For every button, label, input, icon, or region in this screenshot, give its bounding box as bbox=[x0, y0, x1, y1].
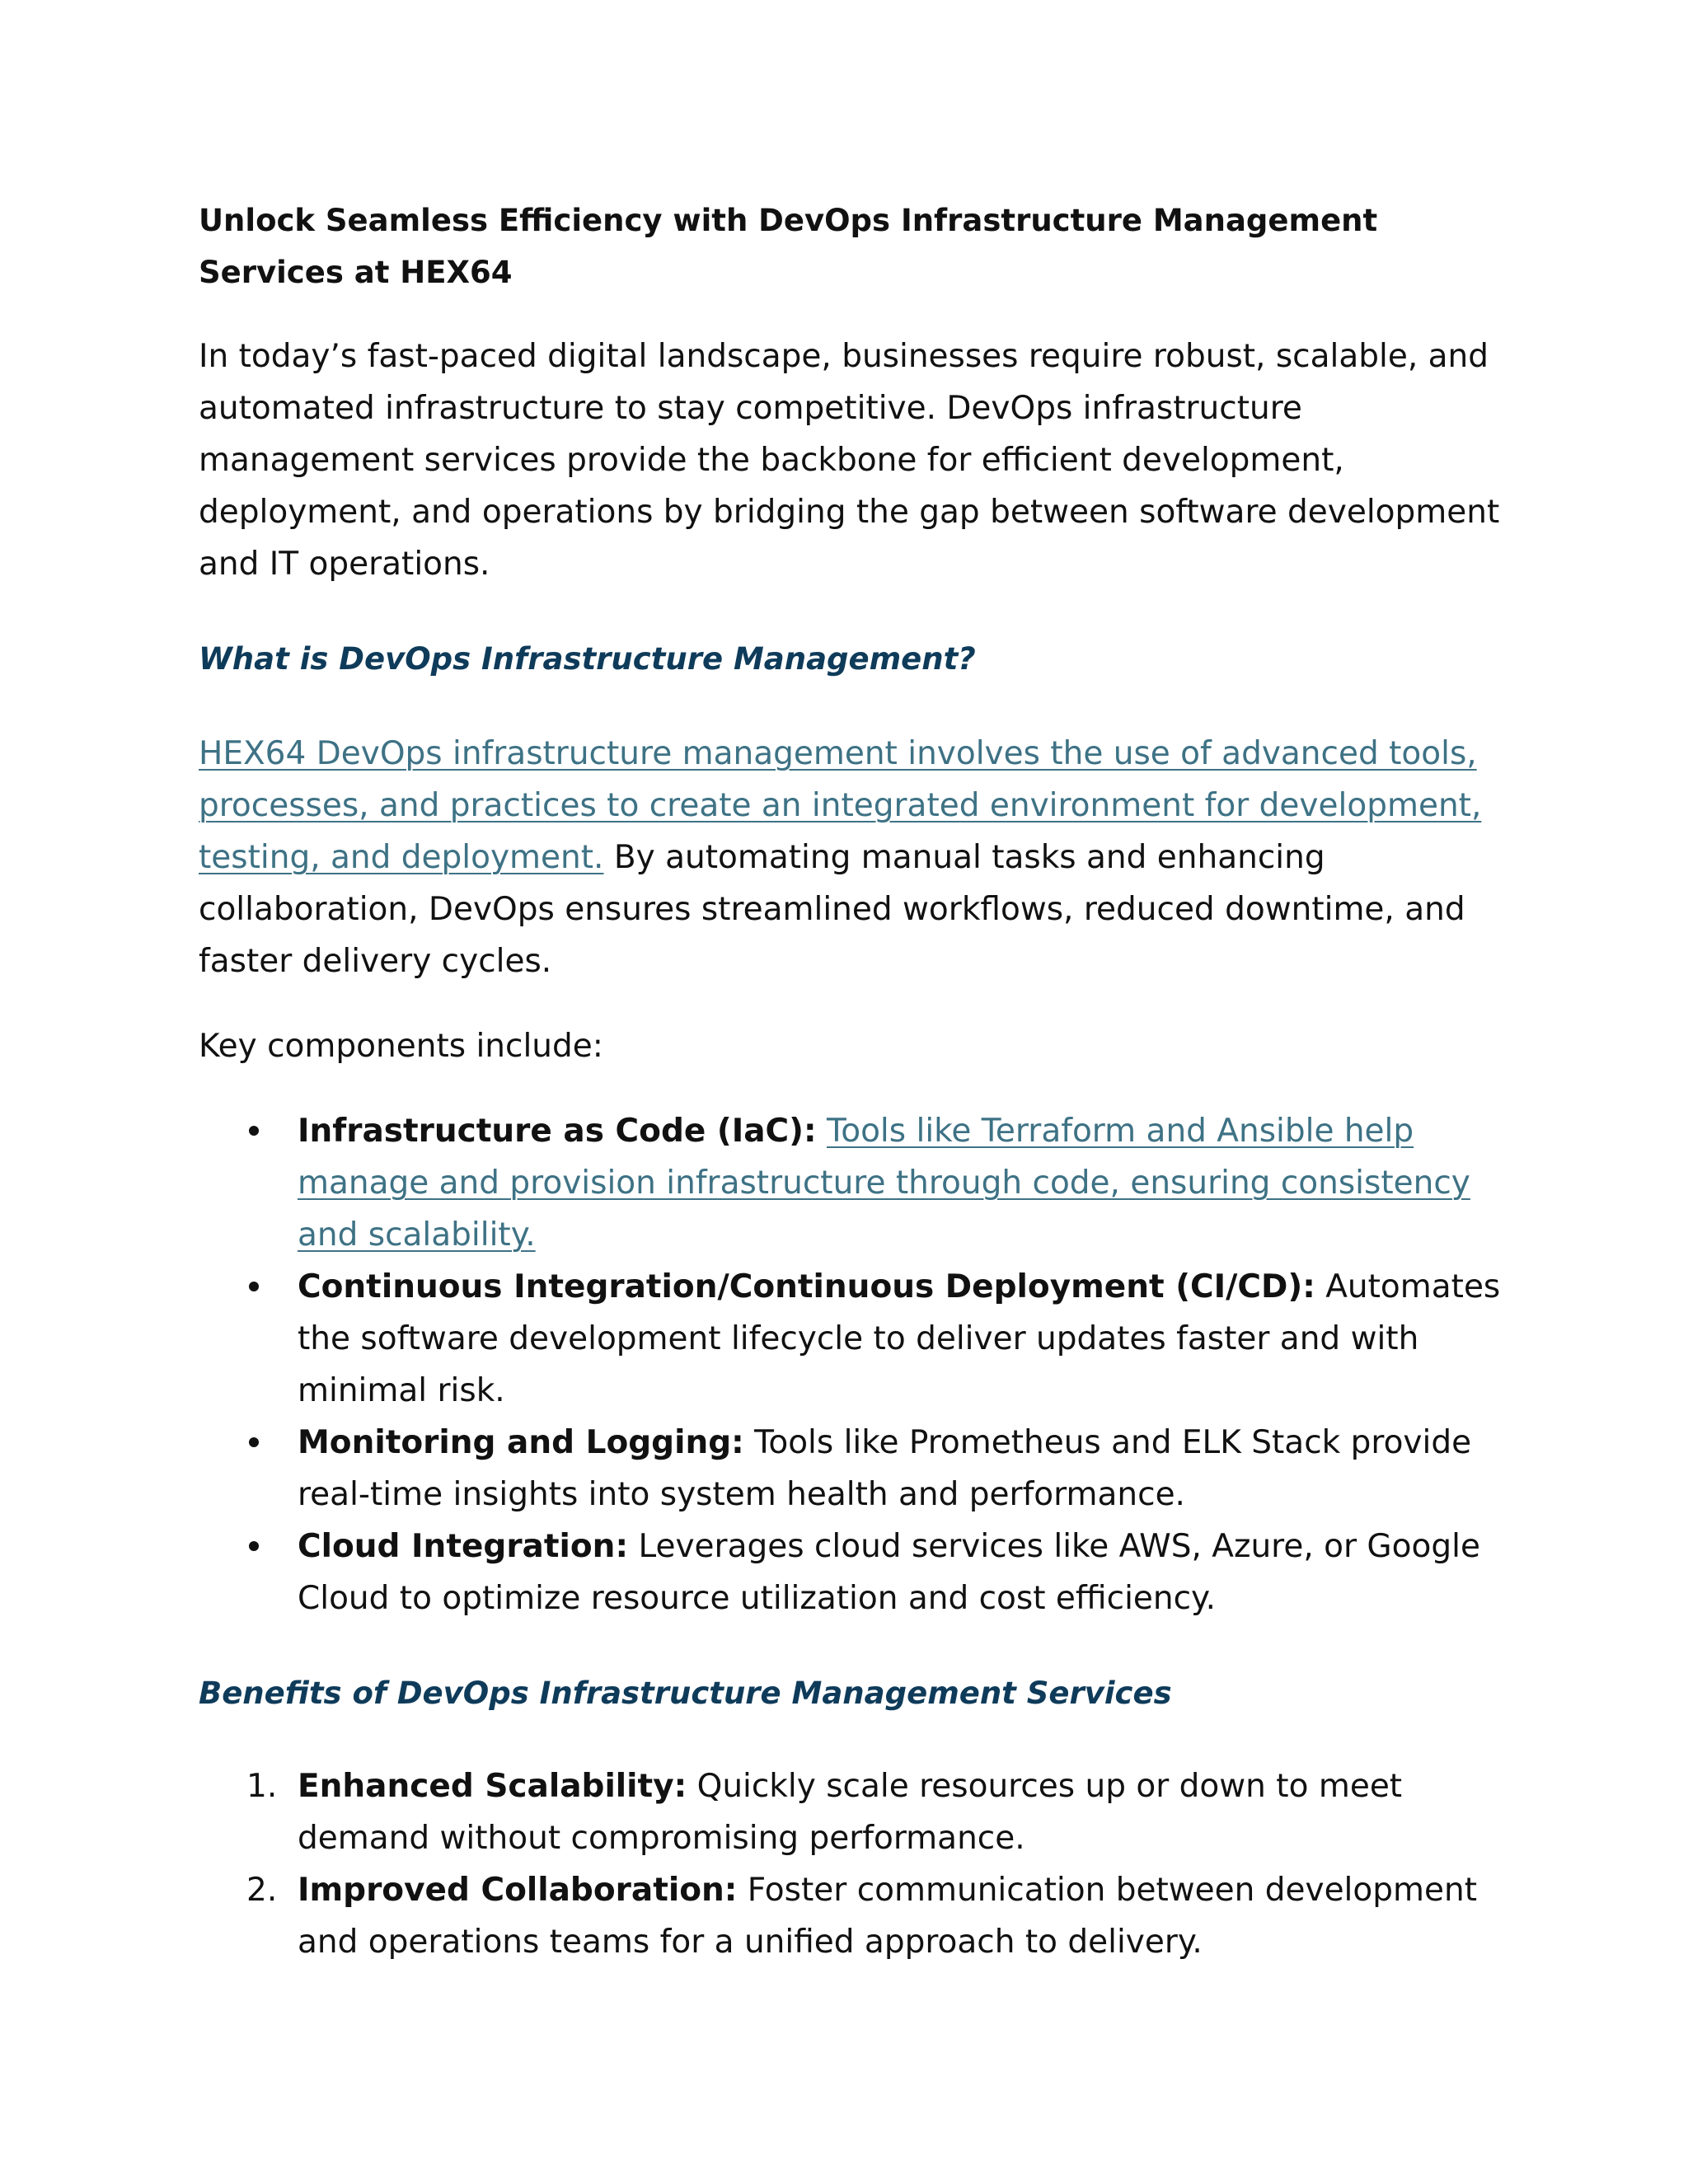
component-text: Automates the software development lifecycle to deliver updates faster and with minimal risk. bbox=[298, 1268, 1501, 1409]
component-text: Leverages cloud services like AWS, Azure, or Google Cloud to optimize resource utilization and cost efficiency. bbox=[298, 1528, 1480, 1617]
list-item bbox=[298, 1417, 1501, 1521]
section-heading-benefits: Benefits of DevOps Infrastructure Management Services bbox=[199, 1675, 1172, 1711]
benefits-list bbox=[199, 1760, 1501, 1968]
benefit-text: Quickly scale resources up or down to meet demand without compromising performance. bbox=[298, 1768, 1403, 1857]
component-label: Cloud Integration: bbox=[298, 1528, 629, 1565]
list-number: 2. bbox=[246, 1872, 278, 1909]
key-components-intro: Key components include: bbox=[199, 1028, 603, 1065]
component-label: Monitoring and Logging: bbox=[298, 1424, 744, 1461]
list-item bbox=[298, 1521, 1501, 1624]
component-label: Continuous Integration/Continuous Deployment (CI/CD): bbox=[298, 1268, 1315, 1305]
intro-paragraph: In today’s fast-paced digital landscape, businesses require robust, scalable, and automated infrastructure to stay competitive. DevOps infrastructure management services provide the backbone for efficient development, deployment, and operations by bridging the gap between software development and IT operations. bbox=[199, 338, 1500, 583]
benefit-label: Improved Collaboration: bbox=[298, 1872, 738, 1909]
document-page bbox=[199, 194, 1501, 1968]
component-label: Infrastructure as Code (IaC): bbox=[298, 1113, 817, 1150]
list-item bbox=[246, 1760, 1501, 1864]
list-item bbox=[298, 1261, 1501, 1417]
list-number: 1. bbox=[246, 1768, 278, 1805]
component-text: Tools like Prometheus and ELK Stack provide real-time insights into system health and performance. bbox=[298, 1424, 1472, 1513]
definition-link[interactable]: HEX64 DevOps infrastructure management involves the use of advanced tools, processes, and practices to create an integrated environment for development, testing, and deployment. bbox=[199, 735, 1482, 876]
document-title: Unlock Seamless Efficiency with DevOps Infrastructure Management Services at HEX64 bbox=[199, 203, 1378, 290]
benefit-label: Enhanced Scalability: bbox=[298, 1768, 687, 1805]
list-item bbox=[298, 1105, 1501, 1261]
definition-text: By automating manual tasks and enhancing collaboration, DevOps ensures streamlined workflows, reduced downtime, and faster delivery cycles. bbox=[199, 839, 1465, 980]
key-components-list bbox=[199, 1105, 1501, 1624]
benefit-text: Foster communication between development and operations teams for a unified approach to delivery. bbox=[298, 1872, 1478, 1961]
section-heading-what-is: What is DevOps Infrastructure Management? bbox=[199, 641, 976, 677]
definition-paragraph bbox=[199, 728, 1501, 987]
list-item bbox=[246, 1864, 1501, 1968]
component-link[interactable]: Tools like Terraform and Ansible help manage and provision infrastructure through code, ensuring consistency and scalability. bbox=[298, 1113, 1470, 1254]
